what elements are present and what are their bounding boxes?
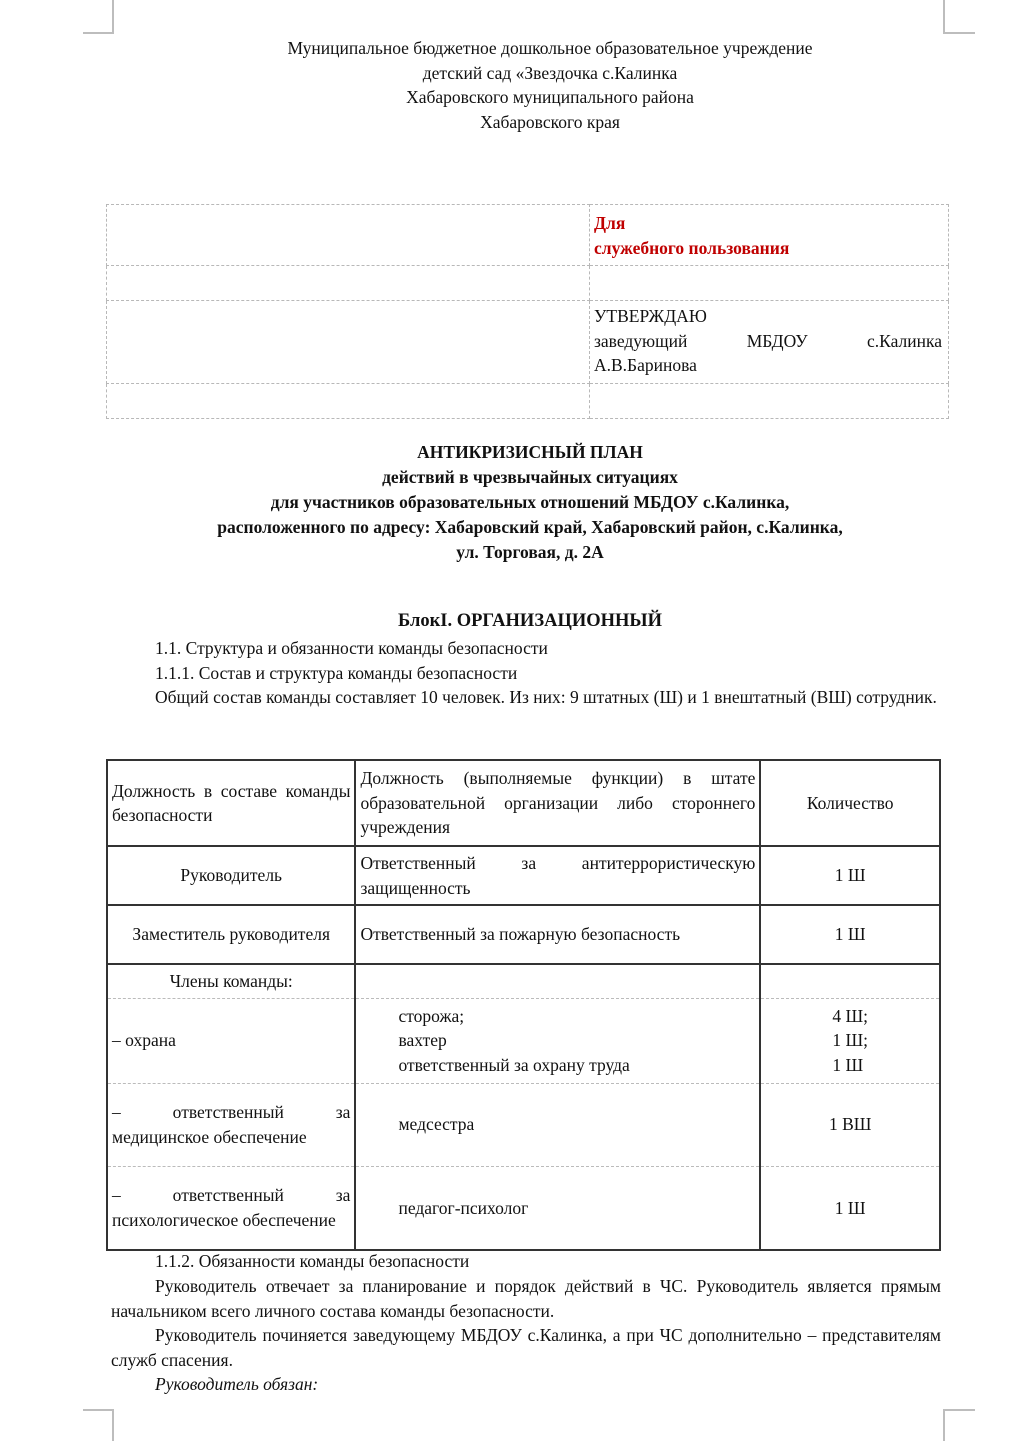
classification-cell xyxy=(590,205,949,266)
qty-line: 1 Ш xyxy=(832,1054,864,1075)
function-line: вахтер xyxy=(398,1030,447,1051)
subsection-1-1-1: 1.1.1. Состав и структура команды безопасности xyxy=(155,663,518,683)
org-line: детский сад «Звездочка с.Калинка xyxy=(422,62,678,83)
qty-lines xyxy=(832,1004,868,1078)
role-cell: – ответственный за психологическое обеспечение xyxy=(107,1166,355,1250)
document-title xyxy=(100,440,960,565)
duties-paragraph-2: Руководитель починяется заведующему МБДОУ с.Калинка, а при ЧС дополнительно – представителям служб спасения. xyxy=(111,1325,941,1370)
function-line: сторожа; xyxy=(398,1005,465,1026)
function-line: ответственный за охрану труда xyxy=(398,1054,630,1075)
org-line: Хабаровского края xyxy=(480,111,620,132)
qty-cell: 1 Ш xyxy=(760,846,940,905)
table-row xyxy=(107,1166,940,1250)
function-cell xyxy=(355,964,760,998)
intro-paragraph: Общий состав команды составляет 10 человек. Из них: 9 штатных (Ш) и 1 внештатный (ВШ) сотрудник. xyxy=(155,687,937,707)
qty-cell: 1 Ш xyxy=(760,1166,940,1250)
approve-word: МБДОУ xyxy=(746,330,808,351)
table-header-row xyxy=(107,760,940,846)
section-title: БлокI. ОРГАНИЗАЦИОННЫЙ xyxy=(398,611,662,631)
team-composition-table xyxy=(106,759,941,1251)
title-line: действий в чрезвычайных ситуациях xyxy=(382,467,678,487)
qty-line: 1 Ш; xyxy=(832,1030,869,1051)
stamp-empty-cell xyxy=(107,384,590,419)
org-line: Хабаровского муниципального района xyxy=(406,87,694,107)
table-row xyxy=(107,1083,940,1166)
header-cell: Количество xyxy=(760,760,940,846)
subsection-1-1: 1.1. Структура и обязанности команды безопасности xyxy=(155,638,548,658)
role-cell: – охрана xyxy=(107,998,355,1083)
crop-mark-top-right-h xyxy=(943,32,975,34)
crop-mark-bottom-left-h xyxy=(83,1409,114,1411)
qty-cell: 1 Ш xyxy=(760,905,940,964)
table-row xyxy=(107,905,940,964)
crop-mark-bottom-right-h xyxy=(943,1409,975,1411)
stamp-empty-cell xyxy=(590,384,949,419)
function-cell: Ответственный за антитеррористическую защищенность xyxy=(355,846,760,905)
classification-line-1: Для xyxy=(594,213,626,233)
role-cell: Члены команды: xyxy=(107,964,355,998)
role-cell: Заместитель руководителя xyxy=(107,905,355,964)
crop-mark-bottom-left-v xyxy=(112,1409,114,1441)
qty-cell xyxy=(760,998,940,1083)
function-cell: медсестра xyxy=(355,1083,760,1166)
crop-mark-top-left-h xyxy=(83,32,114,34)
crop-mark-top-left-v xyxy=(112,0,114,34)
function-cell xyxy=(355,998,760,1083)
qty-line: 4 Ш; xyxy=(832,1005,869,1026)
crop-mark-top-right-v xyxy=(943,0,945,34)
approval-cell xyxy=(590,301,949,384)
classification-line-2: служебного пользования xyxy=(594,237,790,258)
role-cell: – ответственный за медицинское обеспечение xyxy=(107,1083,355,1166)
table-row xyxy=(107,846,940,905)
title-line: расположенного по адресу: Хабаровский край, Хабаровский район, с.Калинка, xyxy=(217,517,843,537)
stamp-empty-cell xyxy=(107,266,590,301)
approve-name: А.В.Баринова xyxy=(594,355,697,375)
header-cell: Должность (выполняемые функции) в штате образовательной организации либо стороннего учреждения xyxy=(355,760,760,846)
approve-word: с.Калинка xyxy=(867,330,942,351)
function-cell: педагог-психолог xyxy=(355,1166,760,1250)
qty-cell xyxy=(760,964,940,998)
role-cell: Руководитель xyxy=(107,846,355,905)
approve-title: УТВЕРЖДАЮ xyxy=(594,306,707,326)
org-line: Муниципальное бюджетное дошкольное образовательное учреждение xyxy=(287,38,813,58)
approve-word: заведующий xyxy=(594,330,688,351)
function-cell: Ответственный за пожарную безопасность xyxy=(355,905,760,964)
approval-stamp-table xyxy=(106,204,949,419)
title-line: ул. Торговая, д. 2А xyxy=(456,542,604,562)
organization-header xyxy=(150,36,950,134)
title-line: для участников образовательных отношений МБДОУ с.Калинка, xyxy=(270,492,790,512)
duties-paragraph-1: Руководитель отвечает за планирование и порядок действий в ЧС. Руководитель является прямым начальником всего личного состава команды безопасности. xyxy=(111,1276,941,1321)
table-row xyxy=(107,998,940,1083)
approve-position xyxy=(594,329,942,354)
qty-cell: 1 ВШ xyxy=(760,1083,940,1166)
subsection-1-1-2: 1.1.2. Обязанности команды безопасности xyxy=(155,1251,470,1271)
stamp-empty-cell xyxy=(107,205,590,266)
header-cell: Должность в составе команды безопасности xyxy=(107,760,355,846)
duties-paragraph-3: Руководитель обязан: xyxy=(155,1374,319,1394)
title-line: АНТИКРИЗИСНЫЙ ПЛАН xyxy=(417,442,643,462)
stamp-empty-cell xyxy=(107,301,590,384)
crop-mark-bottom-right-v xyxy=(943,1409,945,1441)
table-row xyxy=(107,964,940,998)
stamp-empty-cell xyxy=(590,266,949,301)
